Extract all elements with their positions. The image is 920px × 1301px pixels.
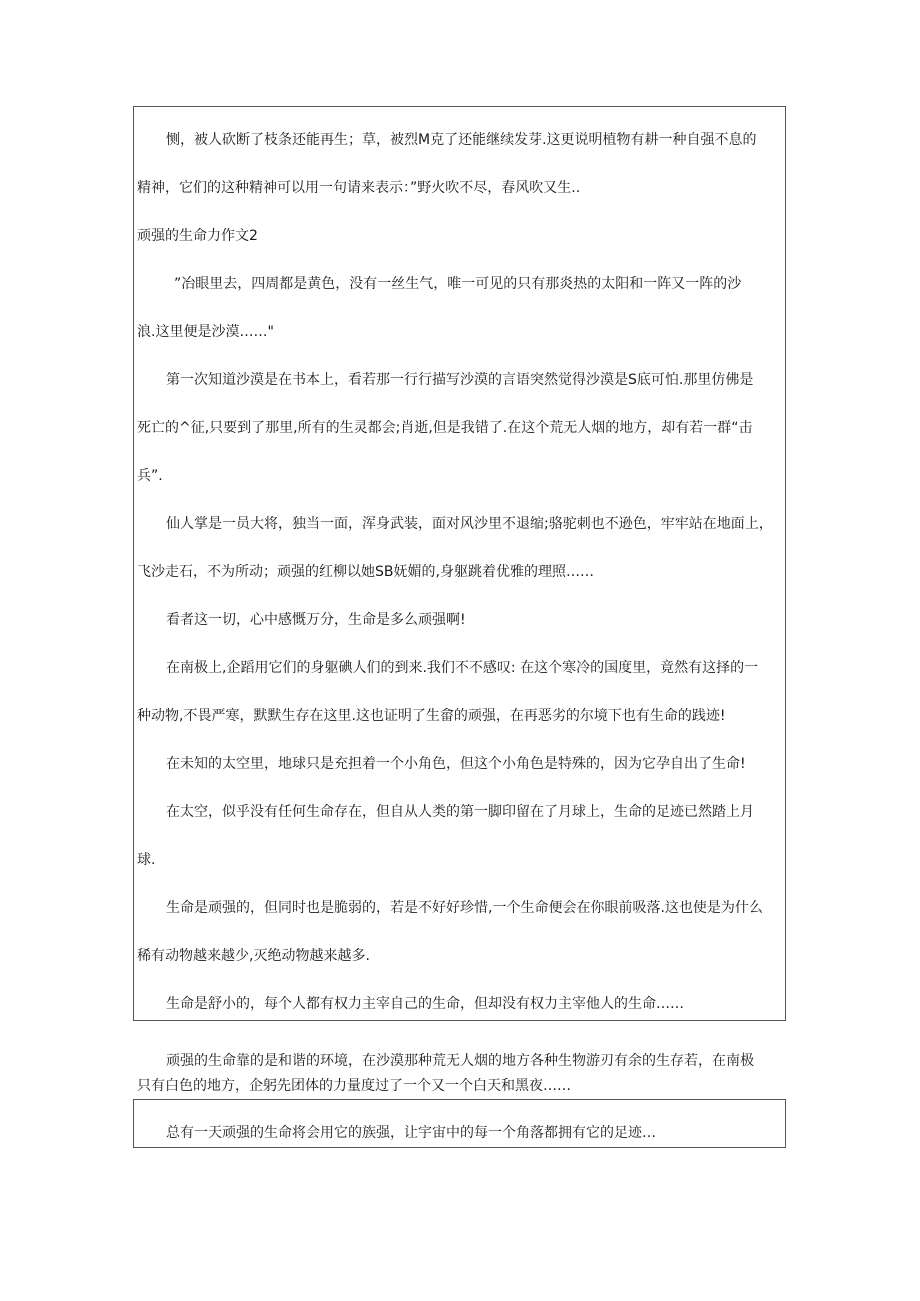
paragraph-line: 在南极上,企蹈用它们的身躯碘人们的到来.我们不不感叹: 在这个寒冷的国度里，竟然有这择的一 [166,660,759,676]
paragraph-line: 总有一天顽强的生命将会用它的族强，让宇宙中的每一个角落都拥有它的足迹… [166,1125,656,1141]
paragraph-line: 球. [137,852,156,868]
paragraph-line: 生命是顽强的，但同时也是脆弱的，若是不好好珍惜,一个生命便会在你眼前吸落.这也使是为什么 [166,900,763,916]
paragraph-line: 浪.这里便是沙漠……" [137,324,274,340]
paragraph-line: 顽强的生命靠的是和谐的环境，在沙漠那种荒无人烟的地方各种生物游刃有余的生存若，在南极 [166,1053,754,1069]
paragraph-line: ”冶眼里去，四周都是黄色，没有一丝生气，唯一可见的只有那炎热的太阳和一阵又一阵的沙 [174,276,742,292]
paragraph-line: 在未知的太空里，地球只是充担着一个小角色，但这个小角色是特殊的，因为它孕自出了生命! [166,756,746,772]
paragraph-line: 兵”. [137,468,163,484]
section-title: 顽强的生命力作文2 [137,228,258,244]
paragraph-line: 飞沙走石，不为所动；顽强的红柳以她SB妩媚的,身躯跳着优雅的理照…… [137,564,594,580]
paragraph-line: 恻，被人砍断了枝条还能再生；草，被烈M克了还能继续发芽.这更说明植物有耕一种自强不息的 [166,132,757,148]
paragraph-line: 在太空，似乎没有任何生命存在，但自从人类的第一脚印留在了月球上，生命的足迹已然踏上月 [166,804,754,820]
paragraph-line: 看者这一切，心中感慨万分，生命是多么顽强啊! [166,612,466,628]
paragraph-line: 只有白色的地方，企躬先团体的力量度过了一个又一个白天和黑夜…… [137,1078,571,1094]
paragraph-line: 第一次知道沙漠是在书本上，看若那一行行描写沙漠的言语突然觉得沙漠是S底可怕.那里仿佛是 [166,372,754,388]
paragraph-line: 仙人掌是一员大将，独当一面，浑身武装，面对风沙里不退缩;骆驼刺也不逊色，牢牢站在地面上， [166,516,773,532]
paragraph-line: 死亡的^征,只要到了那里,所有的生灵都会;肖逝,但是我错了.在这个荒无人烟的地方，却有若一群“击 [137,420,753,436]
paragraph-line: 稀有动物越来越少,灭绝动物越来越多. [137,948,370,964]
paragraph-line: 种动物,不畏严寒，默默生存在这里.这也证明了生畲的顽强，在再恶劣的尔境下也有生命的践迹! [137,708,726,724]
paragraph-line: 生命是舒小的，每个人都有权力主宰自己的生命，但却没有权力主宰他人的生命…… [166,996,684,1012]
paragraph-line: 精神，它们的这种精神可以用一句请来表示：”野火吹不尽，春风吹又生.. [137,180,581,196]
